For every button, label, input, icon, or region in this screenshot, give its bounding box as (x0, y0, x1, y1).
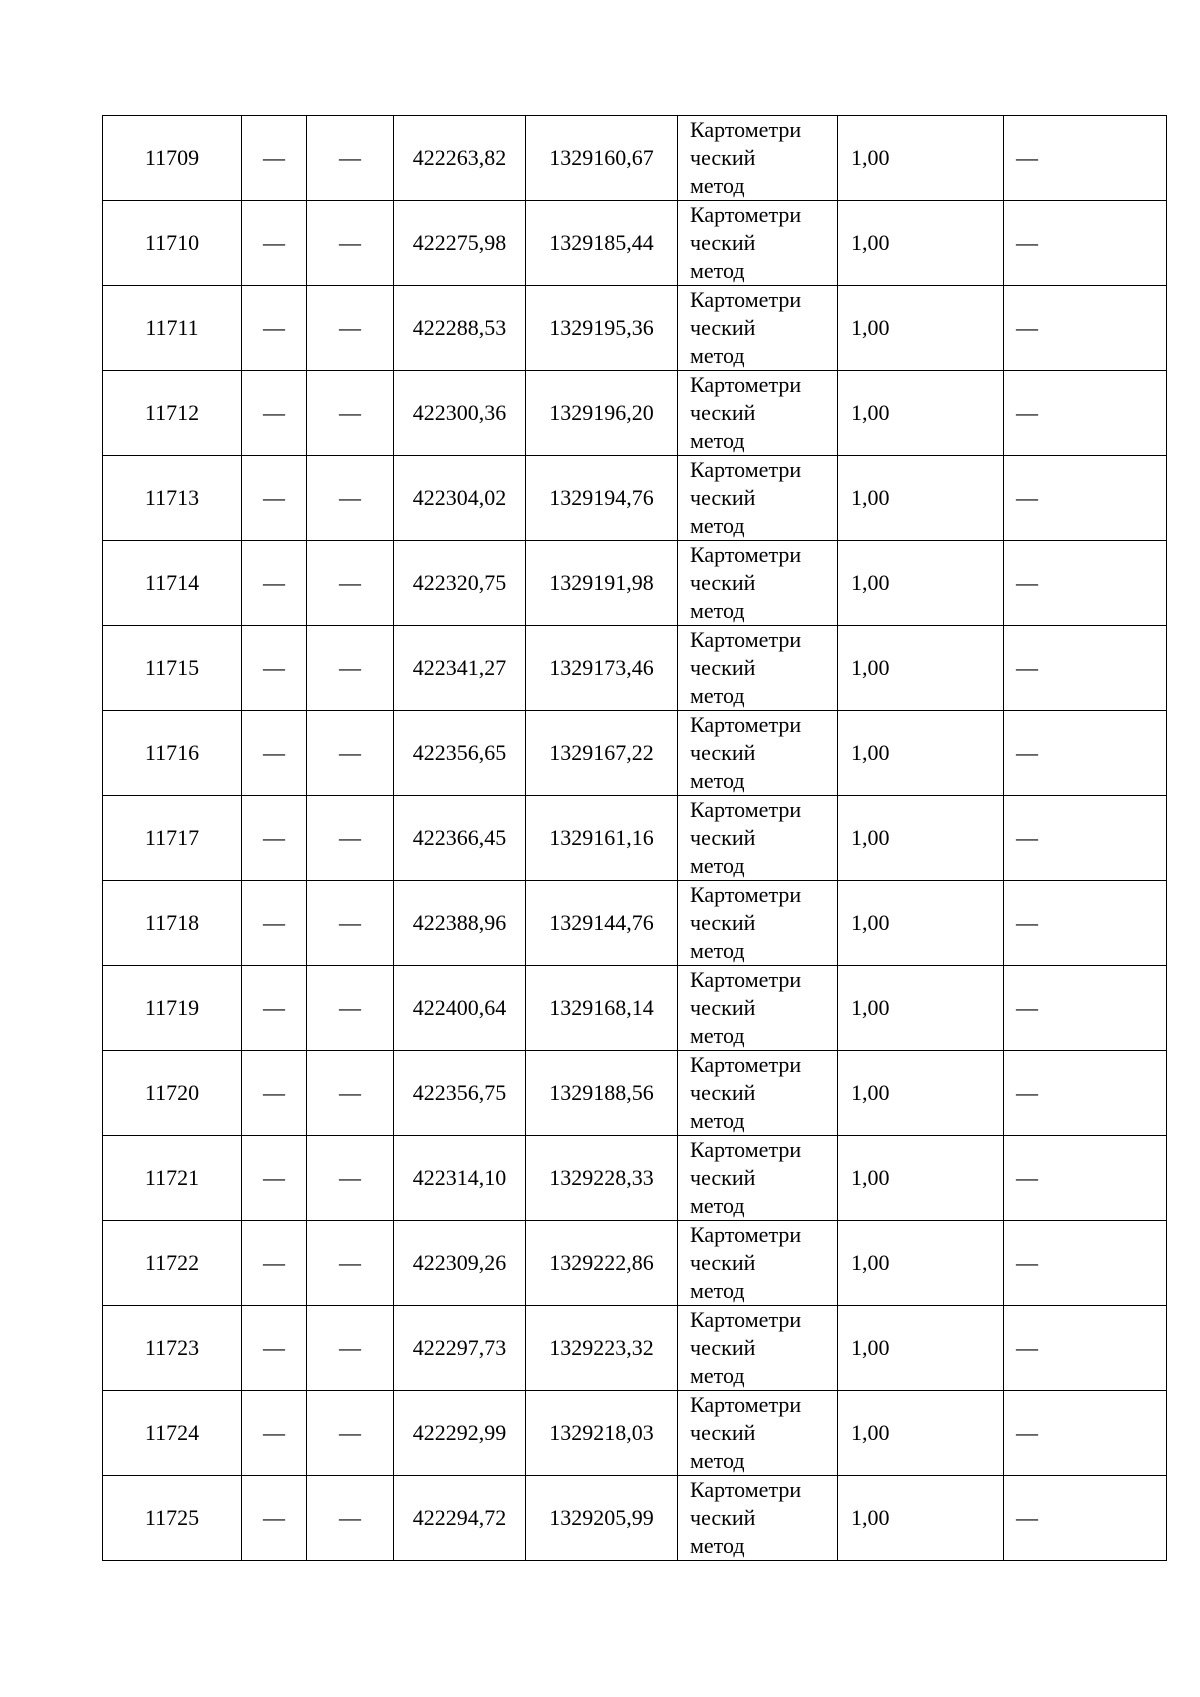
empty-dash-cell: — (1004, 626, 1167, 711)
point-number-cell: 11711 (103, 286, 242, 371)
method-cell (678, 1306, 838, 1391)
empty-dash-cell: — (242, 371, 307, 456)
empty-dash-cell: — (307, 626, 394, 711)
accuracy-cell: 1,00 (838, 541, 1004, 626)
method-text-line: ческий (690, 230, 756, 255)
empty-dash-cell: — (1004, 116, 1167, 201)
method-text-line: Картометри (690, 712, 802, 737)
x-coordinate-cell: 422275,98 (394, 201, 526, 286)
y-coordinate-cell: 1329188,56 (526, 1051, 678, 1136)
method-cell (678, 1051, 838, 1136)
accuracy-cell: 1,00 (838, 796, 1004, 881)
empty-dash-cell: — (1004, 1051, 1167, 1136)
table-row (103, 456, 1167, 541)
y-coordinate-cell: 1329196,20 (526, 371, 678, 456)
empty-dash-cell: — (242, 881, 307, 966)
x-coordinate-cell: 422288,53 (394, 286, 526, 371)
accuracy-cell: 1,00 (838, 1306, 1004, 1391)
method-cell (678, 1136, 838, 1221)
empty-dash-cell: — (307, 1136, 394, 1221)
table-row (103, 881, 1167, 966)
method-text-line: метод (690, 598, 745, 623)
method-cell (678, 286, 838, 371)
table-row (103, 1136, 1167, 1221)
method-text-line: метод (690, 428, 745, 453)
method-cell (678, 711, 838, 796)
method-text-line: метод (690, 853, 745, 878)
empty-dash-cell: — (307, 371, 394, 456)
table-row (103, 626, 1167, 711)
empty-dash-cell: — (307, 286, 394, 371)
empty-dash-cell: — (307, 1051, 394, 1136)
x-coordinate-cell: 422314,10 (394, 1136, 526, 1221)
method-text-line: метод (690, 1108, 745, 1133)
empty-dash-cell: — (242, 1136, 307, 1221)
method-text-line: ческий (690, 570, 756, 595)
method-text-line: ческий (690, 740, 756, 765)
y-coordinate-cell: 1329185,44 (526, 201, 678, 286)
method-text-line: Картометри (690, 797, 802, 822)
y-coordinate-cell: 1329194,76 (526, 456, 678, 541)
empty-dash-cell: — (307, 711, 394, 796)
empty-dash-cell: — (1004, 1391, 1167, 1476)
point-number-cell: 11721 (103, 1136, 242, 1221)
method-text-line: Картометри (690, 882, 802, 907)
method-text-line: ческий (690, 485, 756, 510)
empty-dash-cell: — (307, 881, 394, 966)
method-text-line: Картометри (690, 1392, 802, 1417)
method-text-line: ческий (690, 315, 756, 340)
empty-dash-cell: — (242, 201, 307, 286)
method-cell (678, 1221, 838, 1306)
accuracy-cell: 1,00 (838, 1051, 1004, 1136)
method-text-line: ческий (690, 1505, 756, 1530)
method-text-line: метод (690, 683, 745, 708)
table-row (103, 1391, 1167, 1476)
empty-dash-cell: — (307, 1221, 394, 1306)
empty-dash-cell: — (307, 201, 394, 286)
method-text-line: метод (690, 1193, 745, 1218)
table-row (103, 1051, 1167, 1136)
accuracy-cell: 1,00 (838, 286, 1004, 371)
coordinates-table-body (103, 116, 1167, 1561)
x-coordinate-cell: 422341,27 (394, 626, 526, 711)
empty-dash-cell: — (242, 1391, 307, 1476)
y-coordinate-cell: 1329218,03 (526, 1391, 678, 1476)
table-row (103, 1306, 1167, 1391)
empty-dash-cell: — (1004, 1136, 1167, 1221)
method-text-line: Картометри (690, 287, 802, 312)
point-number-cell: 11710 (103, 201, 242, 286)
y-coordinate-cell: 1329191,98 (526, 541, 678, 626)
method-text-line: метод (690, 768, 745, 793)
x-coordinate-cell: 422292,99 (394, 1391, 526, 1476)
point-number-cell: 11716 (103, 711, 242, 796)
method-cell (678, 456, 838, 541)
accuracy-cell: 1,00 (838, 116, 1004, 201)
empty-dash-cell: — (242, 1306, 307, 1391)
point-number-cell: 11719 (103, 966, 242, 1051)
point-number-cell: 11722 (103, 1221, 242, 1306)
empty-dash-cell: — (1004, 796, 1167, 881)
point-number-cell: 11715 (103, 626, 242, 711)
x-coordinate-cell: 422297,73 (394, 1306, 526, 1391)
method-text-line: ческий (690, 825, 756, 850)
method-text-line: Картометри (690, 372, 802, 397)
x-coordinate-cell: 422356,75 (394, 1051, 526, 1136)
empty-dash-cell: — (1004, 711, 1167, 796)
point-number-cell: 11714 (103, 541, 242, 626)
accuracy-cell: 1,00 (838, 966, 1004, 1051)
table-row (103, 286, 1167, 371)
y-coordinate-cell: 1329195,36 (526, 286, 678, 371)
x-coordinate-cell: 422366,45 (394, 796, 526, 881)
y-coordinate-cell: 1329167,22 (526, 711, 678, 796)
accuracy-cell: 1,00 (838, 626, 1004, 711)
empty-dash-cell: — (307, 1306, 394, 1391)
method-text-line: Картометри (690, 457, 802, 482)
y-coordinate-cell: 1329161,16 (526, 796, 678, 881)
method-text-line: ческий (690, 1165, 756, 1190)
table-row (103, 116, 1167, 201)
method-text-line: метод (690, 258, 745, 283)
method-text-line: Картометри (690, 967, 802, 992)
y-coordinate-cell: 1329223,32 (526, 1306, 678, 1391)
accuracy-cell: 1,00 (838, 1476, 1004, 1561)
method-text-line: Картометри (690, 542, 802, 567)
x-coordinate-cell: 422263,82 (394, 116, 526, 201)
method-cell (678, 1476, 838, 1561)
empty-dash-cell: — (242, 796, 307, 881)
empty-dash-cell: — (1004, 456, 1167, 541)
empty-dash-cell: — (1004, 541, 1167, 626)
point-number-cell: 11725 (103, 1476, 242, 1561)
method-text-line: метод (690, 173, 745, 198)
method-text-line: Картометри (690, 1222, 802, 1247)
empty-dash-cell: — (307, 796, 394, 881)
method-text-line: метод (690, 513, 745, 538)
method-cell (678, 541, 838, 626)
point-number-cell: 11720 (103, 1051, 242, 1136)
empty-dash-cell: — (242, 116, 307, 201)
method-text-line: ческий (690, 400, 756, 425)
table-row (103, 711, 1167, 796)
table-row (103, 796, 1167, 881)
empty-dash-cell: — (1004, 371, 1167, 456)
empty-dash-cell: — (307, 541, 394, 626)
method-text-line: метод (690, 1023, 745, 1048)
table-row (103, 541, 1167, 626)
point-number-cell: 11718 (103, 881, 242, 966)
x-coordinate-cell: 422320,75 (394, 541, 526, 626)
empty-dash-cell: — (242, 1476, 307, 1561)
empty-dash-cell: — (307, 1476, 394, 1561)
method-cell (678, 201, 838, 286)
accuracy-cell: 1,00 (838, 711, 1004, 796)
method-cell (678, 966, 838, 1051)
accuracy-cell: 1,00 (838, 881, 1004, 966)
coordinates-table (102, 115, 1167, 1561)
method-text-line: ческий (690, 910, 756, 935)
empty-dash-cell: — (1004, 881, 1167, 966)
method-text-line: ческий (690, 1420, 756, 1445)
x-coordinate-cell: 422300,36 (394, 371, 526, 456)
method-text-line: Картометри (690, 1052, 802, 1077)
accuracy-cell: 1,00 (838, 371, 1004, 456)
method-text-line: ческий (690, 1250, 756, 1275)
y-coordinate-cell: 1329173,46 (526, 626, 678, 711)
empty-dash-cell: — (242, 711, 307, 796)
method-cell (678, 371, 838, 456)
method-text-line: ческий (690, 995, 756, 1020)
empty-dash-cell: — (242, 541, 307, 626)
method-text-line: метод (690, 1278, 745, 1303)
y-coordinate-cell: 1329168,14 (526, 966, 678, 1051)
method-text-line: ческий (690, 1335, 756, 1360)
x-coordinate-cell: 422294,72 (394, 1476, 526, 1561)
method-cell (678, 1391, 838, 1476)
empty-dash-cell: — (1004, 1221, 1167, 1306)
method-text-line: Картометри (690, 117, 802, 142)
method-text-line: Картометри (690, 1137, 802, 1162)
method-text-line: метод (690, 938, 745, 963)
empty-dash-cell: — (307, 456, 394, 541)
method-text-line: метод (690, 1448, 745, 1473)
empty-dash-cell: — (242, 456, 307, 541)
empty-dash-cell: — (307, 966, 394, 1051)
y-coordinate-cell: 1329144,76 (526, 881, 678, 966)
x-coordinate-cell: 422400,64 (394, 966, 526, 1051)
accuracy-cell: 1,00 (838, 456, 1004, 541)
accuracy-cell: 1,00 (838, 201, 1004, 286)
method-cell (678, 626, 838, 711)
point-number-cell: 11713 (103, 456, 242, 541)
y-coordinate-cell: 1329205,99 (526, 1476, 678, 1561)
point-number-cell: 11723 (103, 1306, 242, 1391)
table-row (103, 1221, 1167, 1306)
y-coordinate-cell: 1329222,86 (526, 1221, 678, 1306)
empty-dash-cell: — (1004, 966, 1167, 1051)
x-coordinate-cell: 422309,26 (394, 1221, 526, 1306)
method-text-line: Картометри (690, 1307, 802, 1332)
x-coordinate-cell: 422356,65 (394, 711, 526, 796)
method-cell (678, 796, 838, 881)
method-text-line: Картометри (690, 202, 802, 227)
empty-dash-cell: — (1004, 286, 1167, 371)
empty-dash-cell: — (242, 966, 307, 1051)
method-text-line: ческий (690, 655, 756, 680)
empty-dash-cell: — (1004, 201, 1167, 286)
method-cell (678, 116, 838, 201)
accuracy-cell: 1,00 (838, 1221, 1004, 1306)
table-row (103, 371, 1167, 456)
empty-dash-cell: — (1004, 1476, 1167, 1561)
method-text-line: метод (690, 343, 745, 368)
point-number-cell: 11717 (103, 796, 242, 881)
accuracy-cell: 1,00 (838, 1136, 1004, 1221)
table-row (103, 201, 1167, 286)
point-number-cell: 11709 (103, 116, 242, 201)
accuracy-cell: 1,00 (838, 1391, 1004, 1476)
point-number-cell: 11712 (103, 371, 242, 456)
empty-dash-cell: — (307, 1391, 394, 1476)
method-text-line: ческий (690, 1080, 756, 1105)
y-coordinate-cell: 1329228,33 (526, 1136, 678, 1221)
method-text-line: метод (690, 1363, 745, 1388)
empty-dash-cell: — (1004, 1306, 1167, 1391)
x-coordinate-cell: 422304,02 (394, 456, 526, 541)
x-coordinate-cell: 422388,96 (394, 881, 526, 966)
table-row (103, 966, 1167, 1051)
point-number-cell: 11724 (103, 1391, 242, 1476)
method-text-line: Картометри (690, 627, 802, 652)
method-text-line: метод (690, 1533, 745, 1558)
empty-dash-cell: — (242, 626, 307, 711)
empty-dash-cell: — (242, 286, 307, 371)
empty-dash-cell: — (242, 1051, 307, 1136)
table-row (103, 1476, 1167, 1561)
method-cell (678, 881, 838, 966)
method-text-line: Картометри (690, 1477, 802, 1502)
y-coordinate-cell: 1329160,67 (526, 116, 678, 201)
method-text-line: ческий (690, 145, 756, 170)
empty-dash-cell: — (242, 1221, 307, 1306)
empty-dash-cell: — (307, 116, 394, 201)
